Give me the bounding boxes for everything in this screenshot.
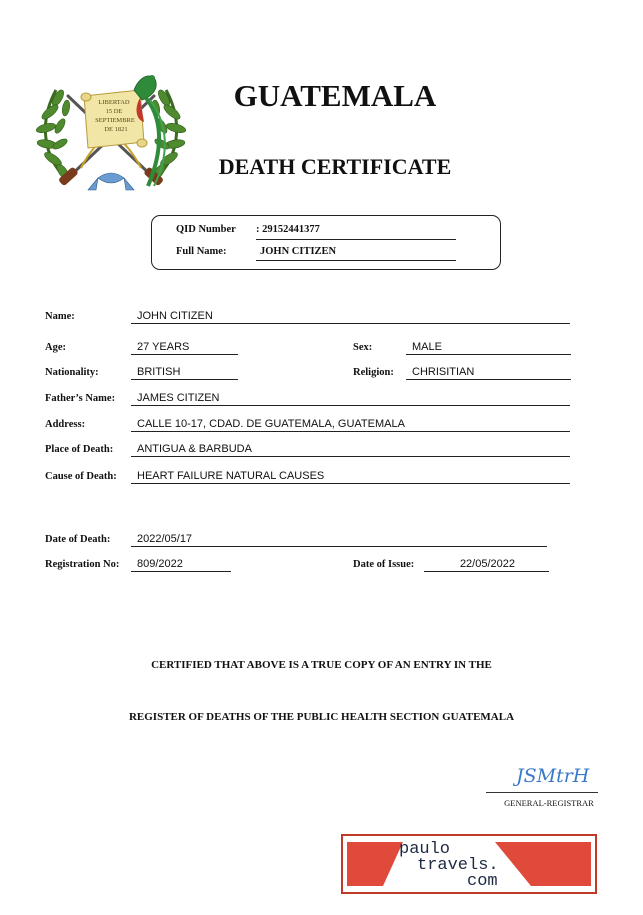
place-of-death-value: ANTIGUA & BARBUDA: [131, 443, 570, 457]
registration-no-label: Registration No:: [45, 559, 120, 570]
scroll-text-2: 15 DE: [105, 108, 123, 115]
registrar-title: GENERAL-REGISTRAR: [504, 798, 594, 808]
certification-line-1: CERTIFIED THAT ABOVE IS A TRUE COPY OF AN ENTRY IN THE: [151, 659, 492, 671]
scroll-text-1: LIBERTAD: [98, 99, 130, 106]
nationality-value: BRITISH: [131, 366, 238, 380]
nationality-label: Nationality:: [45, 367, 99, 378]
watermark-logo: [341, 834, 597, 894]
scroll-text-3: SEPTIEMBRE: [95, 117, 135, 124]
qid-value: : 29152441377: [256, 224, 456, 240]
cause-of-death-label: Cause of Death:: [45, 471, 117, 482]
document-title: DEATH CERTIFICATE: [218, 154, 452, 179]
father-name-label: Father’s Name:: [45, 393, 116, 404]
age-value: 27 YEARS: [131, 341, 238, 355]
address-label: Address:: [45, 419, 86, 430]
signature-line: [486, 792, 598, 793]
place-of-death-label: Place of Death:: [45, 444, 114, 455]
cause-of-death-value: HEART FAILURE NATURAL CAUSES: [131, 470, 570, 484]
father-name-value: JAMES CITIZEN: [131, 392, 570, 406]
name-label: Name:: [45, 311, 75, 322]
coat-of-arms-emblem: [36, 68, 186, 196]
religion-value: CHRISITIAN: [406, 366, 571, 380]
name-value: JOHN CITIZEN: [131, 310, 570, 324]
sex-label: Sex:: [353, 342, 373, 353]
qid-label: QID Number: [176, 224, 236, 235]
watermark-line-2: travels.: [417, 856, 499, 875]
country-title: GUATEMALA: [233, 78, 437, 113]
scroll-text-4: DE 1821: [104, 126, 128, 133]
registrar-signature: [512, 760, 602, 790]
full-name-label: Full Name:: [176, 246, 227, 257]
religion-label: Religion:: [353, 367, 394, 378]
address-value: CALLE 10-17, CDAD. DE GUATEMALA, GUATEMALA: [131, 418, 570, 432]
sex-value: MALE: [406, 341, 571, 355]
watermark-line-3: com: [467, 872, 498, 891]
registration-no-value: 809/2022: [131, 558, 231, 572]
certification-line-2: REGISTER OF DEATHS OF THE PUBLIC HEALTH SECTION GUATEMALA: [128, 711, 515, 723]
date-of-death-value: 2022/05/17: [131, 533, 547, 547]
date-of-issue-value: 22/05/2022: [424, 558, 549, 572]
date-of-death-label: Date of Death:: [45, 534, 111, 545]
date-of-issue-label: Date of Issue:: [353, 559, 415, 570]
watermark-line-1: paulo: [399, 840, 451, 859]
full-name-value: JOHN CITIZEN: [256, 246, 456, 261]
signature-mark: JSMtrH: [516, 765, 590, 787]
age-label: Age:: [45, 342, 66, 353]
